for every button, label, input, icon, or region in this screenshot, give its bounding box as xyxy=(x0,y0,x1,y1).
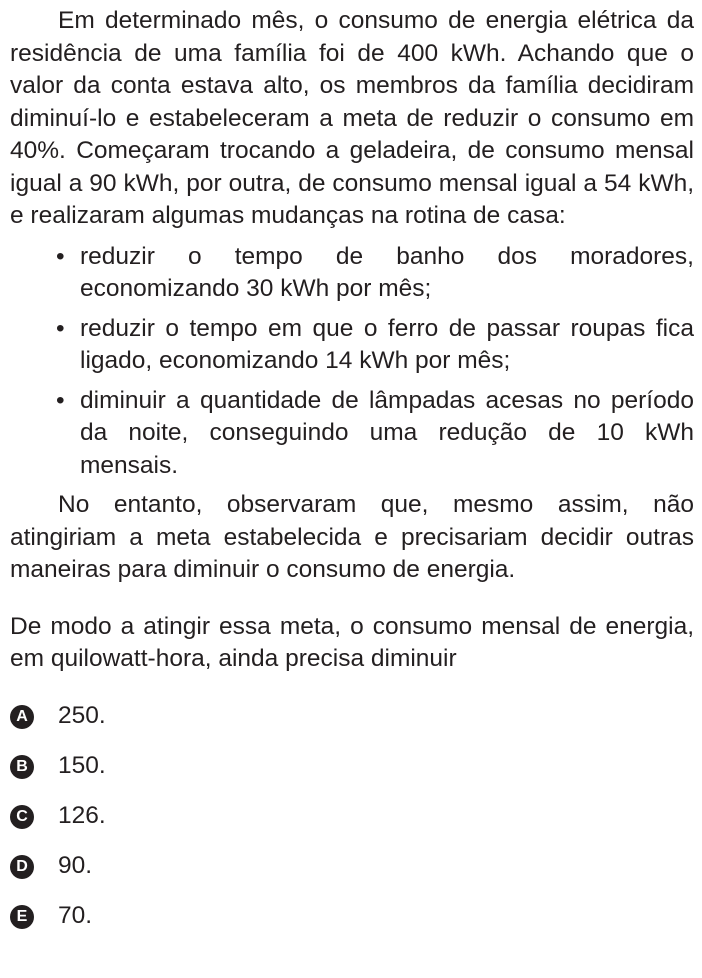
bullet-icon: • xyxy=(56,386,65,414)
option-text: 90. xyxy=(58,852,93,880)
option-letter-badge: C xyxy=(10,805,34,829)
option-c[interactable] xyxy=(10,792,694,842)
option-text: 126. xyxy=(58,802,106,830)
option-a[interactable] xyxy=(10,692,694,742)
option-letter-badge: E xyxy=(10,905,34,929)
option-text: 70. xyxy=(58,902,93,930)
option-d[interactable] xyxy=(10,842,694,892)
intro-paragraph: Em determinado mês, o consumo de energia elétrica da residência de uma família foi de 400 kWh. Achando que o valor da conta estava alto, os membros da família decidiram diminuí-lo e estabeleceram a meta de reduzir o consumo em 40%. Começaram trocando a geladeira, de consumo mensal igual a 90 kWh, por outra, de consumo mensal igual a 54 kWh, e realizaram algumas mudanças na rotina de casa: xyxy=(10,7,694,229)
list-item xyxy=(10,313,694,378)
option-letter-badge: D xyxy=(10,855,34,879)
conclusion-paragraph: No entanto, observaram que, mesmo assim, não atingiriam a meta estabelecida e precisariam decidir outras maneiras para diminuir o consumo de energia. xyxy=(10,491,694,583)
option-letter-badge: B xyxy=(10,755,34,779)
answer-options xyxy=(10,692,694,942)
option-text: 150. xyxy=(58,752,106,780)
bullet-icon: • xyxy=(56,314,65,342)
option-text: 250. xyxy=(58,702,106,730)
option-letter-badge: A xyxy=(10,705,34,729)
list-item-text: reduzir o tempo de banho dos moradores, economizando 30 kWh por mês; xyxy=(80,242,694,302)
bullet-icon: • xyxy=(56,242,65,270)
question-stem: De modo a atingir essa meta, o consumo mensal de energia, em quilowatt-hora, ainda precisa diminuir xyxy=(10,612,694,672)
habit-changes-list xyxy=(10,241,694,483)
list-item-text: reduzir o tempo em que o ferro de passar roupas fica ligado, economizando 14 kWh por mês; xyxy=(80,314,694,374)
option-b[interactable] xyxy=(10,742,694,792)
list-item-text: diminuir a quantidade de lâmpadas acesas no período da noite, conseguindo uma redução de 10 kWh mensais. xyxy=(80,386,694,479)
list-item xyxy=(10,241,694,306)
list-item xyxy=(10,385,694,483)
option-e[interactable] xyxy=(10,892,694,942)
